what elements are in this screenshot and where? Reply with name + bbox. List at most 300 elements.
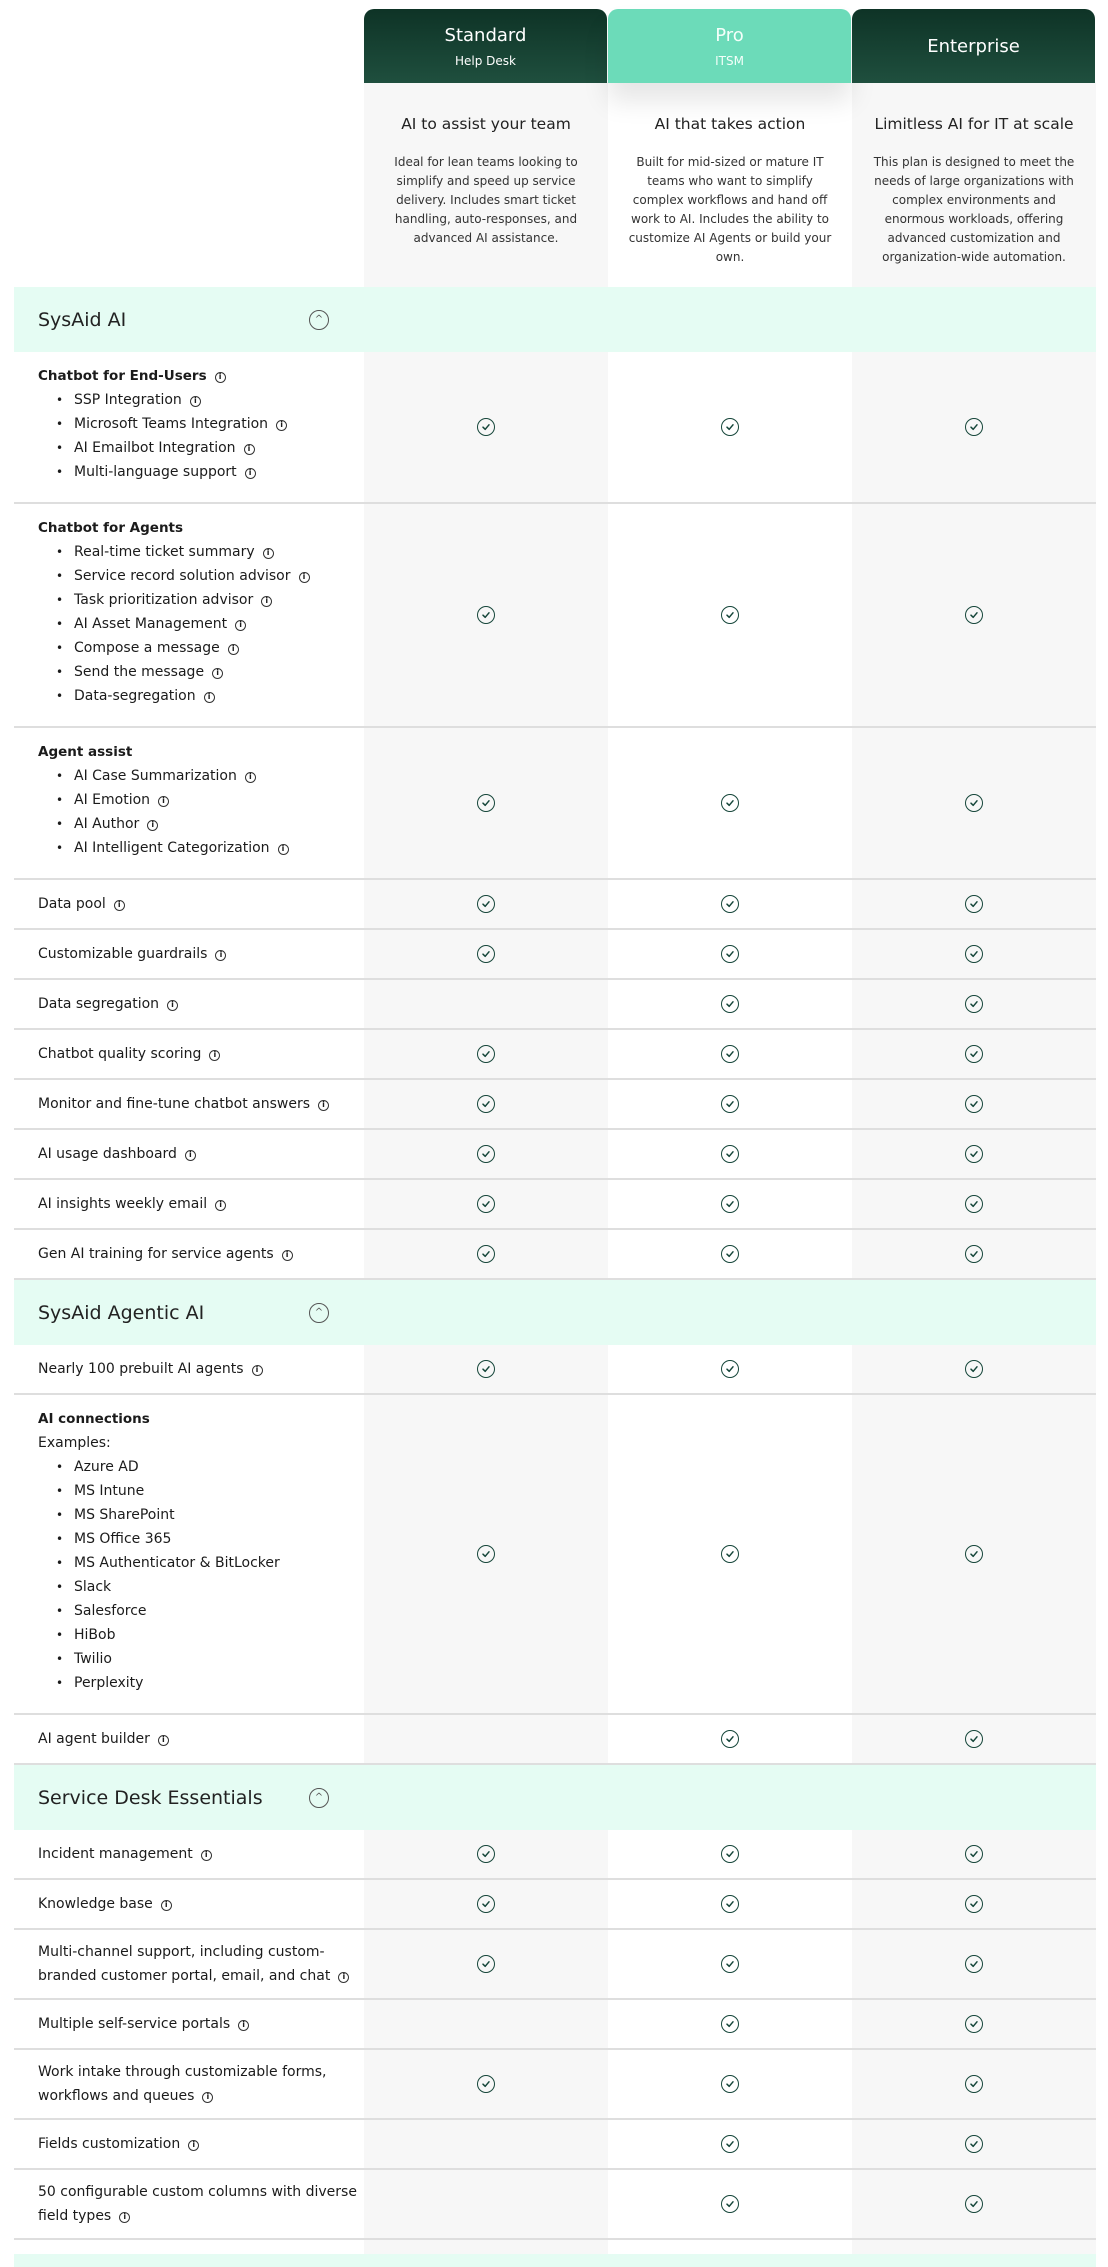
feature-label — [14, 1880, 364, 1928]
cell-pro — [608, 1080, 852, 1128]
feature-row — [14, 1395, 1096, 1715]
feature-item-text: Twilio — [74, 1651, 112, 1667]
cell-standard — [364, 980, 608, 1028]
feature-text-wrap — [38, 2060, 364, 2108]
cell-enterprise — [852, 1080, 1096, 1128]
feature-item-text: MS Authenticator & BitLocker — [74, 1555, 280, 1571]
feature-text-wrap — [38, 1142, 364, 1166]
cell-standard — [364, 1180, 608, 1228]
info-icon[interactable]: i — [299, 572, 310, 583]
feature-item-text: Azure AD — [74, 1459, 139, 1475]
check-circle-icon — [965, 2195, 983, 2213]
info-icon[interactable]: i — [338, 1972, 349, 1983]
cell-enterprise — [852, 728, 1096, 878]
check-circle-icon — [965, 1730, 983, 1748]
feature-list-item — [56, 388, 364, 412]
plan-name: Pro — [715, 24, 744, 46]
check-circle-icon — [721, 1195, 739, 1213]
check-circle-icon — [965, 794, 983, 812]
feature-list-item — [56, 1503, 364, 1527]
check-circle-icon — [721, 1730, 739, 1748]
info-icon[interactable]: i — [158, 796, 169, 807]
check-circle-icon — [721, 1545, 739, 1563]
cell-standard — [364, 2050, 608, 2118]
check-circle-icon — [965, 895, 983, 913]
feature-text: Incident management — [38, 1846, 193, 1862]
cell-enterprise — [852, 1030, 1096, 1078]
cell-standard — [364, 930, 608, 978]
cell-pro — [608, 880, 852, 928]
cell-enterprise — [852, 1830, 1096, 1878]
feature-comparison-table — [14, 287, 1096, 2240]
feature-row — [14, 504, 1096, 728]
info-icon[interactable]: i — [201, 1850, 212, 1861]
feature-list-item — [56, 1551, 364, 1575]
info-icon[interactable]: i — [261, 596, 272, 607]
check-circle-icon — [721, 2075, 739, 2093]
cell-enterprise — [852, 2120, 1096, 2168]
check-circle-icon — [477, 794, 495, 812]
section-header[interactable] — [14, 1280, 1096, 1345]
feature-list-item — [56, 1647, 364, 1671]
feature-text-wrap — [38, 1042, 364, 1066]
feature-item-text: Salesforce — [74, 1603, 147, 1619]
cell-standard — [364, 2170, 608, 2238]
cell-enterprise — [852, 504, 1096, 726]
plan-tab-pro[interactable] — [608, 9, 851, 83]
cell-standard — [364, 1130, 608, 1178]
feature-list-item — [56, 1455, 364, 1479]
feature-text-wrap — [38, 2132, 364, 2156]
check-circle-icon — [477, 606, 495, 624]
feature-row — [14, 930, 1096, 980]
feature-row — [14, 1130, 1096, 1180]
feature-item-text: Microsoft Teams Integration — [74, 416, 269, 432]
feature-text-wrap — [38, 1940, 364, 1988]
check-circle-icon — [721, 1095, 739, 1113]
feature-list-item — [56, 1671, 364, 1695]
chevron-up-icon[interactable]: ^ — [309, 1303, 329, 1323]
check-circle-icon — [721, 418, 739, 436]
check-circle-icon — [721, 995, 739, 1013]
feature-list — [38, 388, 364, 484]
check-circle-icon — [965, 1095, 983, 1113]
cell-standard — [364, 1080, 608, 1128]
cell-enterprise — [852, 880, 1096, 928]
info-icon[interactable]: i — [245, 468, 256, 479]
check-circle-icon — [721, 1845, 739, 1863]
info-icon[interactable]: i — [252, 1365, 263, 1376]
plan-card-standard — [364, 82, 608, 287]
cell-enterprise — [852, 1930, 1096, 1998]
check-circle-icon — [965, 1195, 983, 1213]
feature-text: Data pool — [38, 896, 106, 912]
cell-enterprise — [852, 1715, 1096, 1763]
feature-item-text: SSP Integration — [74, 392, 182, 408]
cell-standard — [364, 1880, 608, 1928]
feature-row — [14, 2050, 1096, 2120]
feature-list-item — [56, 1575, 364, 1599]
feature-label — [14, 352, 364, 502]
feature-group-title — [38, 1407, 364, 1431]
feature-row — [14, 1030, 1096, 1080]
check-circle-icon — [721, 1145, 739, 1163]
feature-row — [14, 2120, 1096, 2170]
feature-row — [14, 1880, 1096, 1930]
feature-label — [14, 1830, 364, 1878]
cell-standard — [364, 2000, 608, 2048]
cell-standard — [364, 880, 608, 928]
cell-standard — [364, 1830, 608, 1878]
group-title-text: Chatbot for Agents — [38, 520, 184, 536]
info-icon[interactable]: i — [228, 644, 239, 655]
cell-pro — [608, 504, 852, 726]
cell-standard — [364, 1930, 608, 1998]
cell-pro — [608, 1715, 852, 1763]
group-title-text: AI connections — [38, 1411, 150, 1427]
feature-list-item — [56, 636, 364, 660]
feature-list-item — [56, 1599, 364, 1623]
check-circle-icon — [477, 1145, 495, 1163]
feature-item-text: Compose a message — [74, 640, 220, 656]
feature-text-wrap — [38, 1242, 364, 1266]
feature-label — [14, 930, 364, 978]
feature-row — [14, 980, 1096, 1030]
info-icon[interactable]: i — [204, 692, 215, 703]
cell-pro — [608, 352, 852, 502]
cell-pro — [608, 2050, 852, 2118]
feature-item-text: AI Case Summarization — [74, 768, 237, 784]
feature-row — [14, 1715, 1096, 1765]
check-circle-icon — [721, 606, 739, 624]
feature-note: Examples: — [38, 1435, 111, 1451]
check-circle-icon — [965, 1245, 983, 1263]
feature-label — [14, 1130, 364, 1178]
chevron-up-icon[interactable]: ^ — [309, 1788, 329, 1808]
check-circle-icon — [477, 1895, 495, 1913]
feature-list-item — [56, 564, 364, 588]
feature-text: Data segregation — [38, 996, 160, 1012]
info-icon[interactable]: i — [212, 668, 223, 679]
feature-text: Knowledge base — [38, 1896, 153, 1912]
feature-list-item — [56, 460, 364, 484]
cell-pro — [608, 1180, 852, 1228]
plan-description: This plan is designed to meet the needs of large organizations with complex environments and enormous workloads, offering advanced customization and organization-wide automation. — [873, 155, 1075, 264]
info-icon[interactable]: i — [263, 548, 274, 559]
feature-label — [14, 1180, 364, 1228]
cell-enterprise — [852, 1230, 1096, 1278]
feature-item-text: MS Intune — [74, 1483, 145, 1499]
feature-label — [14, 1230, 364, 1278]
feature-text: AI agent builder — [38, 1731, 150, 1747]
feature-text: Monitor and fine-tune chatbot answers — [38, 1096, 311, 1112]
info-icon[interactable]: i — [158, 1735, 169, 1746]
cell-standard — [364, 2120, 608, 2168]
feature-text-wrap — [38, 1892, 364, 1916]
feature-list-item — [56, 1479, 364, 1503]
info-icon[interactable]: i — [188, 2140, 199, 2151]
check-circle-icon — [965, 2015, 983, 2033]
feature-text: 50 configurable custom columns with diverse field types — [38, 2184, 357, 2224]
info-icon[interactable]: i — [238, 2020, 249, 2031]
feature-label — [14, 1345, 364, 1393]
feature-row — [14, 1230, 1096, 1280]
check-circle-icon — [965, 1145, 983, 1163]
feature-text-wrap — [38, 1727, 364, 1751]
feature-item-text: Task prioritization advisor — [74, 592, 254, 608]
feature-item-text: Data-segregation — [74, 688, 196, 704]
feature-item-text: Slack — [74, 1579, 112, 1595]
info-icon[interactable]: i — [215, 1200, 226, 1211]
feature-row — [14, 352, 1096, 504]
info-icon[interactable]: i — [282, 1250, 293, 1261]
feature-row — [14, 728, 1096, 880]
plan-name: Standard — [444, 24, 527, 46]
cell-standard — [364, 1395, 608, 1713]
info-icon[interactable]: i — [245, 772, 256, 783]
feature-label — [14, 880, 364, 928]
cell-enterprise — [852, 1395, 1096, 1713]
cell-enterprise — [852, 2000, 1096, 2048]
feature-list-item — [56, 412, 364, 436]
check-circle-icon — [477, 1245, 495, 1263]
feature-item-text: HiBob — [74, 1627, 116, 1643]
cell-pro — [608, 1395, 852, 1713]
check-circle-icon — [965, 418, 983, 436]
feature-item-text: AI Intelligent Categorization — [74, 840, 270, 856]
cell-standard — [364, 1230, 608, 1278]
cell-standard — [364, 1345, 608, 1393]
check-circle-icon — [477, 1045, 495, 1063]
plan-card-pro — [608, 82, 852, 287]
feature-text: Chatbot quality scoring — [38, 1046, 202, 1062]
next-section-header[interactable] — [14, 2254, 1096, 2267]
check-circle-icon — [965, 1955, 983, 1973]
cell-pro — [608, 1130, 852, 1178]
check-circle-icon — [477, 1955, 495, 1973]
info-icon[interactable]: i — [114, 900, 125, 911]
info-icon[interactable]: i — [215, 950, 226, 961]
check-circle-icon — [721, 1360, 739, 1378]
check-circle-icon — [965, 1045, 983, 1063]
feature-list-item — [56, 1527, 364, 1551]
check-circle-icon — [965, 1845, 983, 1863]
check-circle-icon — [477, 1360, 495, 1378]
feature-list-item — [56, 812, 364, 836]
feature-list-item — [56, 684, 364, 708]
info-icon[interactable]: i — [235, 620, 246, 631]
feature-item-text: Multi-language support — [74, 464, 237, 480]
feature-list-item — [56, 588, 364, 612]
cell-standard — [364, 728, 608, 878]
feature-label — [14, 2120, 364, 2168]
cell-enterprise — [852, 1130, 1096, 1178]
group-title-text: Agent assist — [38, 744, 133, 760]
info-icon[interactable]: i — [215, 372, 226, 383]
feature-label — [14, 1080, 364, 1128]
info-icon[interactable]: i — [244, 444, 255, 455]
feature-text: Nearly 100 prebuilt AI agents — [38, 1361, 244, 1377]
plan-subtitle: ITSM — [715, 53, 744, 68]
check-circle-icon — [965, 1360, 983, 1378]
feature-row — [14, 1930, 1096, 2000]
info-icon[interactable]: i — [147, 820, 158, 831]
check-circle-icon — [477, 418, 495, 436]
feature-list-item — [56, 436, 364, 460]
feature-text-wrap — [38, 892, 364, 916]
feature-text-wrap — [38, 992, 364, 1016]
info-icon[interactable]: i — [167, 1000, 178, 1011]
feature-label — [14, 980, 364, 1028]
feature-item-text: AI Emotion — [74, 792, 151, 808]
feature-text-wrap — [38, 1357, 364, 1381]
feature-label — [14, 1930, 364, 1998]
check-circle-icon — [965, 995, 983, 1013]
cell-pro — [608, 2120, 852, 2168]
cell-pro — [608, 930, 852, 978]
feature-text: Customizable guardrails — [38, 946, 208, 962]
feature-item-text: MS Office 365 — [74, 1531, 172, 1547]
feature-label — [14, 1715, 364, 1763]
check-circle-icon — [721, 895, 739, 913]
feature-list-item — [56, 660, 364, 684]
plan-tab-standard[interactable] — [364, 9, 607, 83]
feature-item-text: Perplexity — [74, 1675, 144, 1691]
plan-name: Enterprise — [927, 35, 1020, 57]
check-circle-icon — [965, 2075, 983, 2093]
feature-text: Multiple self-service portals — [38, 2016, 231, 2032]
chevron-up-icon[interactable]: ^ — [309, 310, 329, 330]
plan-description: Ideal for lean teams looking to simplify and speed up service delivery. Includes smart ticket handling, auto-responses, and advanced AI assistance. — [394, 155, 578, 245]
info-icon[interactable]: i — [209, 1050, 220, 1061]
info-icon[interactable]: i — [119, 2212, 130, 2223]
check-circle-icon — [721, 2195, 739, 2213]
feature-text: Multi-channel support, including custom-branded customer portal, email, and chat — [38, 1944, 331, 1984]
feature-item-text: Send the message — [74, 664, 205, 680]
check-circle-icon — [477, 1195, 495, 1213]
feature-text-wrap — [38, 1842, 364, 1866]
feature-row — [14, 1345, 1096, 1395]
feature-label — [14, 504, 364, 726]
plan-tagline: AI to assist your team — [401, 115, 571, 133]
info-icon[interactable]: i — [190, 396, 201, 407]
cell-enterprise — [852, 352, 1096, 502]
feature-group-title — [38, 516, 364, 540]
feature-text: Fields customization — [38, 2136, 181, 2152]
check-circle-icon — [721, 1955, 739, 1973]
cell-pro — [608, 1030, 852, 1078]
info-icon[interactable]: i — [318, 1100, 329, 1111]
feature-list — [38, 1455, 364, 1695]
plan-tagline: AI that takes action — [654, 115, 806, 133]
check-circle-icon — [721, 945, 739, 963]
feature-label — [14, 2170, 364, 2238]
section-title: Service Desk Essentials — [38, 1786, 263, 1809]
plan-tagline: Limitless AI for IT at scale — [874, 115, 1074, 133]
feature-text-wrap — [38, 2180, 364, 2228]
section-title: SysAid Agentic AI — [38, 1301, 205, 1324]
check-circle-icon — [721, 2135, 739, 2153]
feature-list-item — [56, 836, 364, 860]
info-icon[interactable]: i — [161, 1900, 172, 1911]
cell-standard — [364, 1030, 608, 1078]
feature-text-wrap — [38, 1092, 364, 1116]
feature-label — [14, 728, 364, 878]
check-circle-icon — [477, 1545, 495, 1563]
check-circle-icon — [477, 2075, 495, 2093]
cell-pro — [608, 728, 852, 878]
check-circle-icon — [721, 1245, 739, 1263]
feature-row — [14, 1080, 1096, 1130]
feature-group-title — [38, 364, 364, 388]
feature-item-text: AI Emailbot Integration — [74, 440, 236, 456]
cell-enterprise — [852, 1180, 1096, 1228]
feature-row — [14, 1830, 1096, 1880]
feature-text-wrap — [38, 1192, 364, 1216]
cell-standard — [364, 504, 608, 726]
feature-group-title — [38, 740, 364, 764]
feature-list-item — [56, 788, 364, 812]
cell-enterprise — [852, 2170, 1096, 2238]
cell-standard — [364, 352, 608, 502]
feature-list-item — [56, 764, 364, 788]
check-circle-icon — [477, 945, 495, 963]
cell-pro — [608, 1230, 852, 1278]
info-icon[interactable]: i — [185, 1150, 196, 1161]
cell-pro — [608, 2170, 852, 2238]
feature-item-text: AI Asset Management — [74, 616, 228, 632]
check-circle-icon — [965, 1895, 983, 1913]
feature-item-text: Service record solution advisor — [74, 568, 291, 584]
feature-item-text: MS SharePoint — [74, 1507, 175, 1523]
check-circle-icon — [477, 1095, 495, 1113]
check-circle-icon — [477, 1845, 495, 1863]
plan-description: Built for mid-sized or mature IT teams who want to simplify complex workflows and hand off work to AI. Includes the ability to customize AI Agents or build your own. — [628, 155, 832, 264]
cell-pro — [608, 2000, 852, 2048]
feature-item-text: Real-time ticket summary — [74, 544, 255, 560]
info-icon[interactable]: i — [202, 2092, 213, 2103]
feature-text-wrap — [38, 942, 364, 966]
feature-label — [14, 1030, 364, 1078]
check-circle-icon — [965, 945, 983, 963]
check-circle-icon — [721, 2015, 739, 2033]
cell-standard — [364, 1715, 608, 1763]
feature-row — [14, 880, 1096, 930]
check-circle-icon — [721, 1895, 739, 1913]
plan-tab-enterprise[interactable] — [852, 9, 1095, 83]
section-header[interactable] — [14, 287, 1096, 352]
feature-text-wrap — [38, 2012, 364, 2036]
info-icon[interactable]: i — [276, 420, 287, 431]
cell-enterprise — [852, 2050, 1096, 2118]
check-circle-icon — [721, 794, 739, 812]
feature-item-text: AI Author — [74, 816, 140, 832]
feature-row — [14, 1180, 1096, 1230]
group-title-text: Chatbot for End-Users — [38, 368, 207, 384]
feature-list — [38, 540, 364, 708]
feature-label — [14, 2050, 364, 2118]
check-circle-icon — [965, 1545, 983, 1563]
feature-text: Work intake through customizable forms, workflows and queues — [38, 2064, 327, 2104]
check-circle-icon — [477, 895, 495, 913]
feature-list-item — [56, 1623, 364, 1647]
feature-row — [14, 2000, 1096, 2050]
info-icon[interactable]: i — [278, 844, 289, 855]
feature-label — [14, 1395, 364, 1713]
check-circle-icon — [965, 606, 983, 624]
section-header[interactable] — [14, 1765, 1096, 1830]
feature-text: AI usage dashboard — [38, 1146, 177, 1162]
